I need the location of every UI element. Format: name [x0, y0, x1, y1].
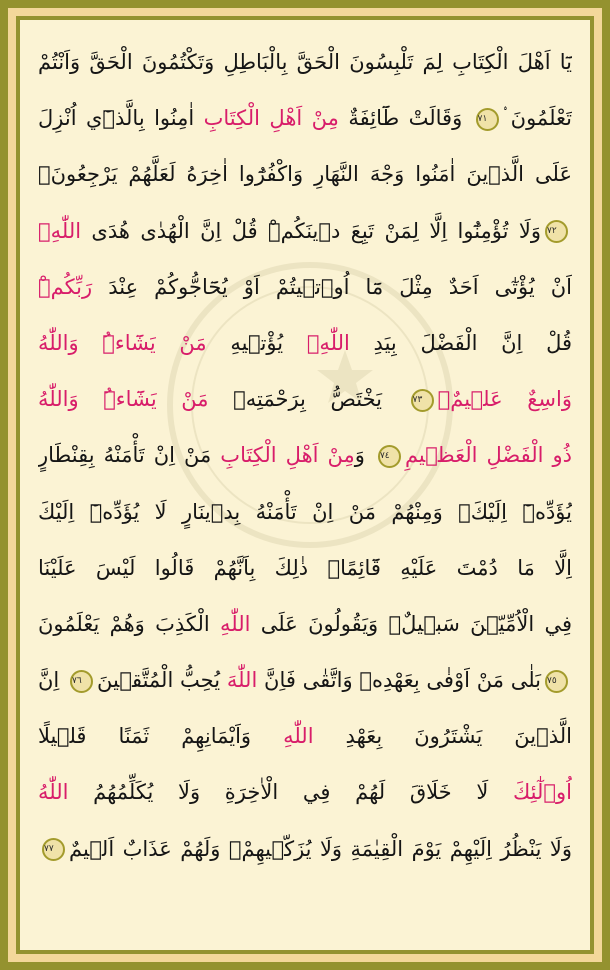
text-line-5: [38, 259, 572, 315]
verse-marker-73: ٧٣: [411, 389, 434, 412]
line-9-text: يُؤَدِّه۪ٓ اِلَيْكَۚ وَمِنْهُمْ مَنْ اِنْ تَأْمَنْهُ بِد۪ينَارٍ لَا يُؤَدِّه۪ٓ اِلَيْكَ: [38, 499, 572, 524]
line-5-text: اَنْ يُؤْتٰٓى اَحَدٌ مِثْلَ مَٓا اُو۫ت۪يتُمْ اَوْ يُحَٓاجُّوكُمْ عِنْدَ: [92, 274, 572, 299]
line-12-highlight: اللّٰهَ: [226, 668, 258, 693]
line-14-highlight-c: اللّٰهُ: [38, 780, 69, 805]
line-2-highlight: مِنْ اَهْلِ الْكِتَابِ: [203, 106, 339, 131]
verse-marker-77: ٧٧: [42, 838, 65, 861]
line-13-highlight: اللّٰهِ: [283, 724, 314, 749]
verse-marker-72: ٧٢: [545, 220, 568, 243]
text-line-2: [38, 90, 572, 146]
text-line-7: [38, 371, 572, 427]
line-6-highlight-b: اللّٰهِۚ: [306, 330, 350, 355]
line-6-text-c: يُؤْت۪يهِ: [206, 330, 307, 355]
line-13-text-c: وَاَيْمَانِهِمْ ثَمَنًا قَل۪يلًا: [38, 724, 284, 749]
line-2-text-a: تَعْلَمُونَ ۟: [502, 106, 572, 131]
line-12-text-a: بَلٰى مَنْ اَوْفٰى بِعَهْدِه۪ وَاتَّقٰى فَاِنَّ: [257, 668, 541, 693]
text-line-4: [38, 203, 572, 259]
line-4-text: وَلَا تُؤْمِنُٓوا اِلَّا لِمَنْ تَبِعَ د۪ينَكُمْۜ قُلْ اِنَّ الْهُدٰى هُدَى: [81, 218, 541, 243]
text-line-15: [38, 821, 572, 877]
verse-marker-76: ٧٦: [70, 670, 93, 693]
line-7-text-b: يَخْتَصُّ بِرَحْمَتِه۪: [208, 387, 407, 412]
text-line-11: [38, 596, 572, 652]
text-line-13: [38, 708, 572, 764]
verse-marker-75: ٧٥: [545, 670, 568, 693]
line-11-text-c: الْكَذِبَ وَهُمْ يَعْلَمُونَ: [38, 611, 221, 636]
line-2-text-d: اٰمِنُوا بِالَّذ۪ٓي اُنْزِلَ: [38, 106, 204, 131]
line-12-text-c: يُحِبُّ الْمُتَّق۪ينَ: [97, 668, 227, 693]
line-13-text-a: الَّذ۪ينَ يَشْتَرُونَ بِعَهْدِ: [313, 724, 572, 749]
line-12-text-d: اِنَّ: [38, 668, 67, 693]
line-15-text: وَلَا يَنْظُرُ اِلَيْهِمْ يَوْمَ الْقِيٰمَةِ وَلَا يُزَكّ۪يهِمْۖ وَلَهُمْ عَذَابٌ اَل۪يمٌ: [69, 836, 572, 861]
line-6-text-a: قُلْ اِنَّ الْفَضْلَ بِيَدِ: [349, 330, 572, 355]
line-6-highlight-d: مَنْ يَشَٓاءُۜ وَاللّٰهُ: [38, 330, 207, 355]
line-14-text-b: لَا خَلَاقَ لَهُمْ فِي الْاٰخِرَةِ وَلَا يُكَلِّمُهُمُ: [68, 780, 513, 805]
text-line-12: [38, 652, 572, 708]
line-5-highlight: رَبِّكُمْۜ: [38, 274, 93, 299]
text-line-1: [38, 34, 572, 90]
line-11-highlight: اللّٰهِ: [220, 611, 251, 636]
line-8-highlight-c: مِنْ اَهْلِ الْكِتَابِ: [220, 443, 355, 468]
line-10-text: اِلَّا مَا دُمْتَ عَلَيْهِ قَٓائِمًاۜ ذٰلِكَ بِاَنَّهُمْ قَالُوا لَيْسَ عَلَيْنَا: [38, 555, 572, 580]
text-line-3: [38, 146, 572, 202]
line-2-text-b: وَقَالَتْ طَٓائِفَةٌ: [338, 106, 472, 131]
text-line-10: [38, 540, 572, 596]
text-line-8: [38, 427, 572, 483]
text-line-14: [38, 764, 572, 820]
text-line-9: [38, 484, 572, 540]
mushaf-page: [20, 20, 590, 950]
line-8-text-b: وَ: [354, 443, 374, 468]
line-8-highlight-a: ذُو الْفَضْلِ الْعَظ۪يمِ: [404, 443, 572, 468]
line-1-text: يَٓا اَهْلَ الْكِتَابِ لِمَ تَلْبِسُونَ الْحَقَّ بِالْبَاطِلِ وَتَكْتُمُونَ الْحَقَّ وَاَنْتُمْ: [38, 50, 572, 74]
line-7-highlight-a: وَاسِعٌ عَل۪يمٌۙ: [437, 387, 572, 412]
text-line-6: [38, 315, 572, 371]
line-7-highlight-c: مَنْ يَشَٓاءُۜ وَاللّٰهُ: [38, 387, 209, 412]
line-4-highlight: اللّٰهِۙ: [38, 218, 82, 243]
line-8-text-d: مَنْ اِنْ تَأْمَنْهُ بِقِنْطَارٍ: [38, 443, 221, 468]
verse-lines: [38, 34, 572, 877]
line-11-text-a: فِي الْاُمِّيّ۪نَ سَب۪يلٌۚ وَيَقُولُونَ عَلَى: [250, 611, 572, 636]
line-14-highlight-a: اُو۬لٰٓئِكَ: [512, 780, 572, 805]
verse-marker-74: ٧٤: [378, 445, 401, 468]
verse-marker-71: ٧١: [476, 108, 499, 131]
line-3-text: عَلَى الَّذ۪ينَ اٰمَنُوا وَجْهَ النَّهَارِ وَاكْفُرُٓوا اٰخِرَهُ لَعَلَّهُمْ يَرْجِعُونَۚ: [38, 162, 572, 187]
